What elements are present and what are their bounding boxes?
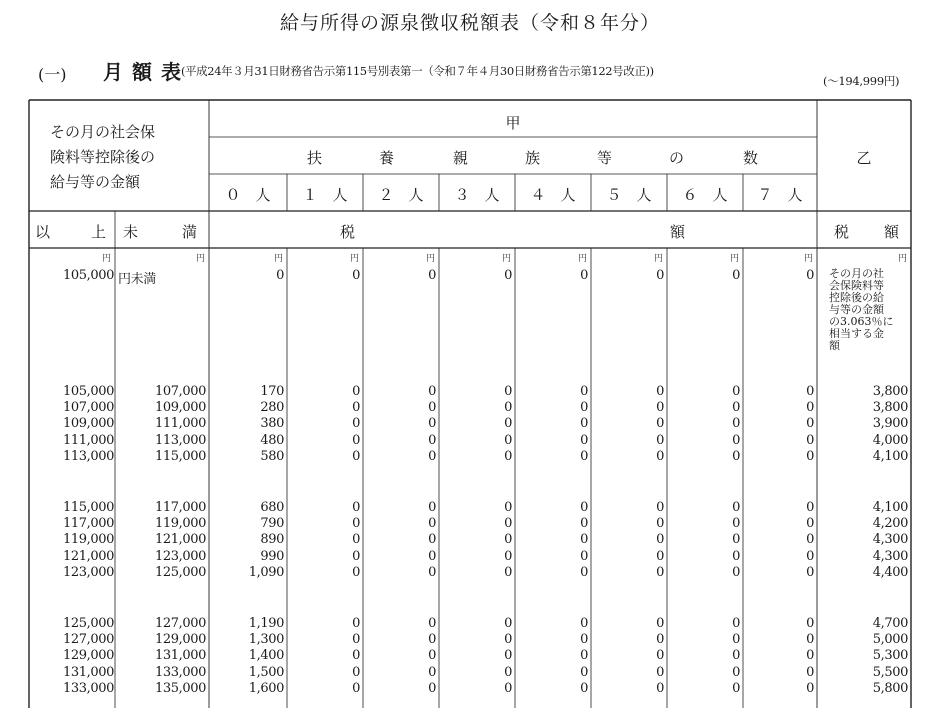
kou-tax-value: 1,600	[248, 680, 284, 696]
kou-tax-value: 0	[504, 448, 512, 464]
row-from-value: 123,000	[63, 564, 114, 580]
otsu-tax-value: 5,500	[872, 664, 908, 680]
kou-tax-value: 0	[352, 664, 360, 680]
kou-tax-value: 0	[580, 632, 588, 648]
dependent-count-1: １ 人	[302, 186, 348, 204]
otsu-formula-line: 相当する金	[829, 327, 884, 340]
kou-tax-value: 0	[504, 400, 512, 416]
kou-tax-value: 0	[428, 548, 436, 564]
kou-tax-value: 0	[656, 400, 664, 416]
income-header-line: 険料等控除後の	[50, 148, 156, 166]
otsu-tax-value: 5,800	[872, 680, 908, 696]
row-to-value: 125,000	[155, 564, 206, 580]
kou-tax-value: 0	[580, 384, 588, 399]
kou-tax-value: 0	[428, 532, 436, 548]
otsu-tax-value: 3,800	[872, 384, 908, 399]
row-to-value: 135,000	[155, 680, 206, 696]
row-to-value: 119,000	[155, 516, 206, 532]
otsu-header: 乙	[856, 149, 872, 167]
otsu-tax-value: 4,000	[872, 432, 908, 448]
kou-tax-value: 0	[504, 564, 512, 580]
kou-tax-value: 0	[428, 448, 436, 464]
dependent-count-6: ６ 人	[682, 186, 728, 204]
row-to-value: 117,000	[155, 500, 206, 515]
kou-tax-value: 0	[352, 432, 360, 448]
kou-tax-value: 0	[428, 400, 436, 416]
row-from-value: 107,000	[63, 400, 114, 416]
section-number: (一)	[38, 65, 67, 84]
dependents-header-char: の	[669, 149, 685, 167]
row-to-value: 129,000	[155, 632, 206, 648]
kou-tax-value: 0	[806, 564, 814, 580]
kou-tax-value: 0	[504, 516, 512, 532]
kou-tax-value: 0	[656, 680, 664, 696]
row-from-value: 119,000	[63, 532, 114, 548]
otsu-formula-line: 与等の金額	[829, 303, 884, 316]
kou-tax-value: 0	[504, 664, 512, 680]
dependent-count-3: ３ 人	[454, 186, 500, 204]
kou-tax-value: 0	[656, 632, 664, 648]
unit-mark: 円	[897, 254, 907, 264]
kou-tax-value: 380	[260, 416, 284, 432]
kou-tax-value: 0	[732, 416, 740, 432]
kou-tax-value: 0	[732, 384, 740, 399]
kou-tax-value: 0	[276, 268, 284, 283]
row-to-value: 109,000	[155, 400, 206, 416]
kou-tax-value: 0	[580, 680, 588, 696]
kou-tax-value: 0	[580, 268, 588, 283]
kou-tax-value: 0	[732, 500, 740, 515]
otsu-tax-value: 4,300	[872, 548, 908, 564]
otsu-tax-value: 5,000	[872, 632, 908, 648]
unit-mark: 円	[195, 254, 205, 264]
dependents-header-char: 等	[597, 149, 613, 167]
kou-tax-value: 0	[580, 532, 588, 548]
kou-tax-value: 0	[806, 516, 814, 532]
kou-tax-value: 0	[504, 268, 512, 283]
kou-tax-value: 0	[732, 648, 740, 664]
kou-tax-value: 0	[504, 416, 512, 432]
kou-tax-value: 0	[806, 384, 814, 399]
kou-tax-value: 0	[656, 432, 664, 448]
kou-tax-value: 0	[732, 432, 740, 448]
otsu-tax-value: 4,100	[872, 448, 908, 464]
row-from-value: 131,000	[63, 664, 114, 680]
kou-tax-value: 0	[656, 664, 664, 680]
kou-tax-value: 0	[352, 632, 360, 648]
otsu-tax-value: 4,100	[872, 500, 908, 515]
row-from-value: 127,000	[63, 632, 114, 648]
kou-tax-value: 0	[352, 532, 360, 548]
kou-tax-value: 0	[428, 500, 436, 515]
kou-tax-value: 0	[504, 616, 512, 631]
kou-tax-value: 0	[806, 416, 814, 432]
kou-tax-value: 0	[352, 384, 360, 399]
zeigaku-header-char: 額	[670, 223, 686, 241]
kou-tax-value: 0	[580, 400, 588, 416]
row-to-value: 131,000	[155, 648, 206, 664]
kou-tax-value: 0	[352, 400, 360, 416]
unit-mark: 円	[803, 254, 813, 264]
kou-tax-value: 0	[732, 548, 740, 564]
kou-tax-value: 0	[806, 500, 814, 515]
ko-header: 甲	[505, 114, 521, 132]
unit-mark: 円	[653, 254, 663, 264]
kou-tax-value: 0	[352, 616, 360, 631]
otsu-formula-line: 会保険料等	[829, 279, 884, 292]
miman-header-char: 満	[182, 223, 198, 241]
kou-tax-value: 0	[732, 516, 740, 532]
row-from-value: 113,000	[63, 448, 114, 464]
otsu-tax-value: 4,700	[872, 616, 908, 631]
row-to-value: 123,000	[155, 548, 206, 564]
kou-tax-value: 0	[352, 680, 360, 696]
unit-mark: 円	[349, 254, 359, 264]
kou-tax-value: 990	[260, 548, 284, 564]
unit-mark: 円	[729, 254, 739, 264]
kou-tax-value: 890	[260, 532, 284, 548]
kou-tax-value: 0	[806, 400, 814, 416]
kou-tax-value: 0	[352, 564, 360, 580]
kou-tax-value: 0	[580, 432, 588, 448]
kou-tax-value: 0	[428, 616, 436, 631]
kou-tax-value: 1,400	[248, 648, 284, 664]
row-to-value: 115,000	[155, 448, 206, 464]
otsu-tax-value: 4,400	[872, 564, 908, 580]
row-from-value: 133,000	[63, 680, 114, 696]
row-from-value: 121,000	[63, 548, 114, 564]
otsu-formula-line: 額	[829, 339, 840, 352]
otsu-tax-value: 4,300	[872, 532, 908, 548]
kou-tax-value: 0	[806, 432, 814, 448]
dependents-header-char: 養	[379, 149, 395, 167]
dependent-count-0: ０ 人	[225, 186, 271, 204]
kou-tax-value: 0	[428, 516, 436, 532]
kou-tax-value: 0	[428, 564, 436, 580]
row-from-value: 125,000	[63, 616, 114, 631]
kou-tax-value: 0	[656, 532, 664, 548]
kou-tax-value: 0	[656, 448, 664, 464]
kou-tax-value: 0	[428, 432, 436, 448]
kou-tax-value: 0	[580, 564, 588, 580]
dependent-count-2: ２ 人	[378, 186, 424, 204]
unit-mark: 円	[425, 254, 435, 264]
unit-mark: 円	[101, 254, 111, 264]
kou-tax-value: 0	[580, 548, 588, 564]
kou-tax-value: 0	[428, 648, 436, 664]
row-from-value: 109,000	[63, 416, 114, 432]
kou-tax-value: 0	[732, 680, 740, 696]
unit-mark: 円	[501, 254, 511, 264]
otsu-zeigaku-header-char: 額	[884, 223, 900, 241]
kou-tax-value: 1,300	[248, 632, 284, 648]
kou-tax-value: 0	[806, 532, 814, 548]
kou-tax-value: 0	[352, 448, 360, 464]
row-from-value: 105,000	[63, 268, 114, 283]
otsu-tax-value: 5,300	[872, 648, 908, 664]
row-from-value: 115,000	[63, 500, 114, 515]
dependents-header-char: 親	[453, 149, 469, 167]
row-to-value: 111,000	[155, 416, 206, 432]
row-from-value: 105,000	[63, 384, 114, 399]
income-header-line: その月の社会保	[50, 123, 156, 141]
kou-tax-value: 0	[428, 384, 436, 399]
kou-tax-value: 0	[352, 500, 360, 515]
row-to-value: 113,000	[155, 432, 206, 448]
kou-tax-value: 0	[656, 564, 664, 580]
kou-tax-value: 0	[732, 448, 740, 464]
row-to-value: 円未満	[118, 272, 156, 287]
kou-tax-value: 0	[504, 648, 512, 664]
kou-tax-value: 0	[806, 268, 814, 283]
kou-tax-value: 0	[352, 648, 360, 664]
dependents-header-char: 扶	[307, 149, 323, 167]
dependent-count-5: ５ 人	[606, 186, 652, 204]
otsu-formula-line: の3.063％に	[829, 315, 894, 328]
kou-tax-value: 0	[656, 384, 664, 399]
otsu-tax-value: 3,900	[872, 416, 908, 432]
kou-tax-value: 0	[656, 268, 664, 283]
kou-tax-value: 0	[656, 500, 664, 515]
kou-tax-value: 0	[352, 416, 360, 432]
dependent-count-4: ４ 人	[530, 186, 576, 204]
kou-tax-value: 0	[504, 680, 512, 696]
kou-tax-value: 0	[428, 632, 436, 648]
miman-header-char: 未	[123, 223, 139, 241]
kou-tax-value: 0	[656, 416, 664, 432]
kou-tax-value: 0	[580, 516, 588, 532]
kou-tax-value: 0	[428, 268, 436, 283]
otsu-zeigaku-header-char: 税	[834, 223, 850, 241]
kou-tax-value: 0	[580, 648, 588, 664]
kou-tax-value: 680	[260, 500, 284, 515]
kou-tax-value: 0	[732, 632, 740, 648]
kou-tax-value: 0	[428, 680, 436, 696]
kou-tax-value: 1,090	[248, 564, 284, 580]
kou-tax-value: 0	[656, 548, 664, 564]
kou-tax-value: 0	[806, 616, 814, 631]
kou-tax-value: 480	[260, 432, 284, 448]
otsu-formula-line: その月の社	[829, 267, 884, 280]
ijo-header-char: 上	[91, 223, 107, 241]
kou-tax-value: 0	[580, 416, 588, 432]
kou-tax-value: 0	[732, 616, 740, 631]
dependents-header-char: 数	[743, 149, 759, 167]
page-title: 給与所得の源泉徴収税額表（令和８年分）	[279, 12, 660, 34]
kou-tax-value: 0	[806, 448, 814, 464]
kou-tax-value: 170	[260, 384, 284, 399]
kou-tax-value: 0	[504, 548, 512, 564]
kou-tax-value: 0	[732, 400, 740, 416]
unit-mark: 円	[577, 254, 587, 264]
kou-tax-value: 0	[352, 548, 360, 564]
kou-tax-value: 0	[732, 564, 740, 580]
kou-tax-value: 0	[428, 416, 436, 432]
kou-tax-value: 1,190	[248, 616, 284, 631]
row-from-value: 129,000	[63, 648, 114, 664]
otsu-tax-value: 3,800	[872, 400, 908, 416]
kou-tax-value: 0	[656, 648, 664, 664]
unit-mark: 円	[273, 254, 283, 264]
kou-tax-value: 580	[260, 448, 284, 464]
dependent-count-7: ７ 人	[757, 186, 803, 204]
kou-tax-value: 280	[260, 400, 284, 416]
kou-tax-value: 0	[428, 664, 436, 680]
kou-tax-value: 0	[806, 632, 814, 648]
kou-tax-value: 0	[580, 500, 588, 515]
kou-tax-value: 0	[656, 516, 664, 532]
kou-tax-value: 0	[732, 268, 740, 283]
kou-tax-value: 0	[806, 548, 814, 564]
kou-tax-value: 0	[504, 384, 512, 399]
zeigaku-header-char: 税	[340, 223, 356, 241]
ijo-header-char: 以	[35, 223, 51, 241]
kou-tax-value: 0	[504, 500, 512, 515]
kou-tax-value: 0	[806, 680, 814, 696]
kou-tax-value: 0	[732, 664, 740, 680]
kou-tax-value: 0	[580, 448, 588, 464]
dependents-header-char: 族	[525, 149, 541, 167]
kou-tax-value: 0	[732, 532, 740, 548]
kou-tax-value: 0	[352, 516, 360, 532]
row-to-value: 107,000	[155, 384, 206, 399]
section-title: 月額表	[103, 60, 190, 84]
kou-tax-value: 0	[806, 648, 814, 664]
kou-tax-value: 790	[260, 516, 284, 532]
otsu-formula-line: 控除後の給	[829, 291, 884, 304]
section-legal-note: (平成24年３月31日財務省告示第115号別表第一（令和７年４月30日財務省告示第122号改正))	[181, 64, 654, 78]
kou-tax-value: 0	[806, 664, 814, 680]
row-from-value: 111,000	[63, 432, 114, 448]
kou-tax-value: 0	[352, 268, 360, 283]
row-to-value: 127,000	[155, 616, 206, 631]
kou-tax-value: 0	[504, 432, 512, 448]
kou-tax-value: 0	[580, 616, 588, 631]
kou-tax-value: 0	[504, 632, 512, 648]
kou-tax-value: 1,500	[248, 664, 284, 680]
income-header-line: 給与等の金額	[50, 173, 141, 191]
kou-tax-value: 0	[504, 532, 512, 548]
otsu-tax-value: 4,200	[872, 516, 908, 532]
kou-tax-value: 0	[580, 664, 588, 680]
row-to-value: 133,000	[155, 664, 206, 680]
row-to-value: 121,000	[155, 532, 206, 548]
range-note: (～194,999円)	[823, 74, 900, 88]
kou-tax-value: 0	[656, 616, 664, 631]
row-from-value: 117,000	[63, 516, 114, 532]
